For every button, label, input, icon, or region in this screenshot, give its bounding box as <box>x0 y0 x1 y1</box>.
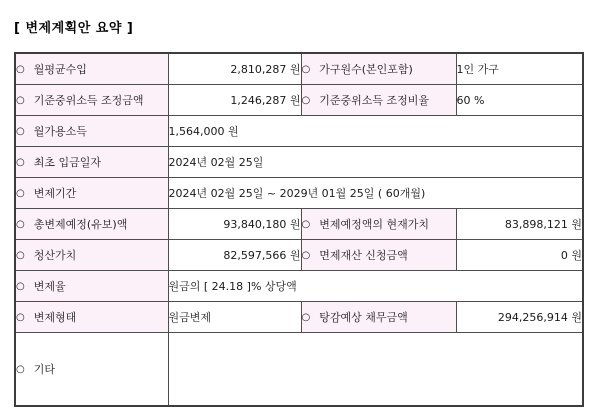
row-label: 월가용소득 <box>33 125 87 138</box>
row-value-cell: 60 % <box>456 85 583 116</box>
circle-bullet-icon: ○ <box>301 95 311 106</box>
row-label: 기준중위소득 조정금액 <box>33 94 144 107</box>
row-label-cell <box>301 85 456 116</box>
table-row <box>15 85 583 116</box>
table-row <box>15 116 583 147</box>
row-value-cell: 2,810,287 원 <box>168 53 301 85</box>
repayment-plan-summary-table <box>14 52 584 407</box>
circle-bullet-icon: ○ <box>16 64 25 75</box>
row-value-cell: 1,246,287 원 <box>168 85 301 116</box>
row-label-cell <box>15 53 168 85</box>
circle-bullet-icon: ○ <box>16 219 25 230</box>
circle-bullet-icon: ○ <box>16 157 25 168</box>
table-row <box>15 53 583 85</box>
table-row <box>15 271 583 302</box>
row-label: 청산가치 <box>33 249 77 262</box>
row-label-cell <box>15 85 168 116</box>
row-label-cell <box>15 333 168 407</box>
row-label: 월평균수입 <box>33 63 87 76</box>
circle-bullet-icon: ○ <box>16 364 25 375</box>
row-value-cell: 93,840,180 원 <box>168 209 301 240</box>
row-label-cell <box>15 209 168 240</box>
table-row <box>15 209 583 240</box>
row-value-cell: 2024년 02월 25일 <box>168 147 583 178</box>
circle-bullet-icon: ○ <box>301 219 311 230</box>
circle-bullet-icon: ○ <box>16 250 25 261</box>
row-label: 변제율 <box>33 280 66 293</box>
row-value-cell: 1인 가구 <box>456 53 583 85</box>
circle-bullet-icon: ○ <box>16 281 25 292</box>
row-label-cell <box>15 240 168 271</box>
row-label-cell <box>15 271 168 302</box>
circle-bullet-icon: ○ <box>301 64 311 75</box>
row-label: 기타 <box>33 363 55 376</box>
circle-bullet-icon: ○ <box>16 312 25 323</box>
row-label: 변제형태 <box>33 311 77 324</box>
row-value-cell: 294,256,914 원 <box>456 302 583 333</box>
circle-bullet-icon: ○ <box>301 250 311 261</box>
row-value-cell: 82,597,566 원 <box>168 240 301 271</box>
row-label-cell <box>301 302 456 333</box>
row-label: 기준중위소득 조정비율 <box>319 94 429 107</box>
row-label-cell <box>15 147 168 178</box>
row-label-cell <box>301 53 456 85</box>
row-label: 탕감예상 채무금액 <box>319 311 408 324</box>
row-value-cell: 83,898,121 원 <box>456 209 583 240</box>
row-label: 변제기간 <box>33 187 77 200</box>
table-row <box>15 240 583 271</box>
row-label: 면제재산 신청금액 <box>319 249 408 262</box>
row-label-cell <box>301 209 456 240</box>
row-value-cell: 원금변제 <box>168 302 301 333</box>
row-label-cell <box>15 116 168 147</box>
row-label-cell <box>15 178 168 209</box>
document-title: [ 변제계획안 요약 ] <box>14 21 134 36</box>
circle-bullet-icon: ○ <box>16 188 25 199</box>
circle-bullet-icon: ○ <box>301 312 311 323</box>
table-row <box>15 178 583 209</box>
row-value-cell <box>168 333 583 407</box>
row-label: 가구원수(본인포함) <box>319 63 413 76</box>
circle-bullet-icon: ○ <box>16 126 25 137</box>
row-value-cell: 1,564,000 원 <box>168 116 583 147</box>
circle-bullet-icon: ○ <box>16 95 25 106</box>
row-value-cell: 원금의 [ 24.18 ]% 상당액 <box>168 271 583 302</box>
row-value-cell: 0 원 <box>456 240 583 271</box>
table-row <box>15 147 583 178</box>
row-value-cell: 2024년 02월 25일 ~ 2029년 01월 25일 ( 60개월) <box>168 178 583 209</box>
table-row <box>15 333 583 407</box>
table-row <box>15 302 583 333</box>
row-label: 변제예정액의 현재가치 <box>319 218 429 231</box>
row-label-cell <box>301 240 456 271</box>
row-label: 총변제예정(유보)액 <box>33 218 128 231</box>
row-label-cell <box>15 302 168 333</box>
row-label: 최초 입금일자 <box>33 156 101 169</box>
